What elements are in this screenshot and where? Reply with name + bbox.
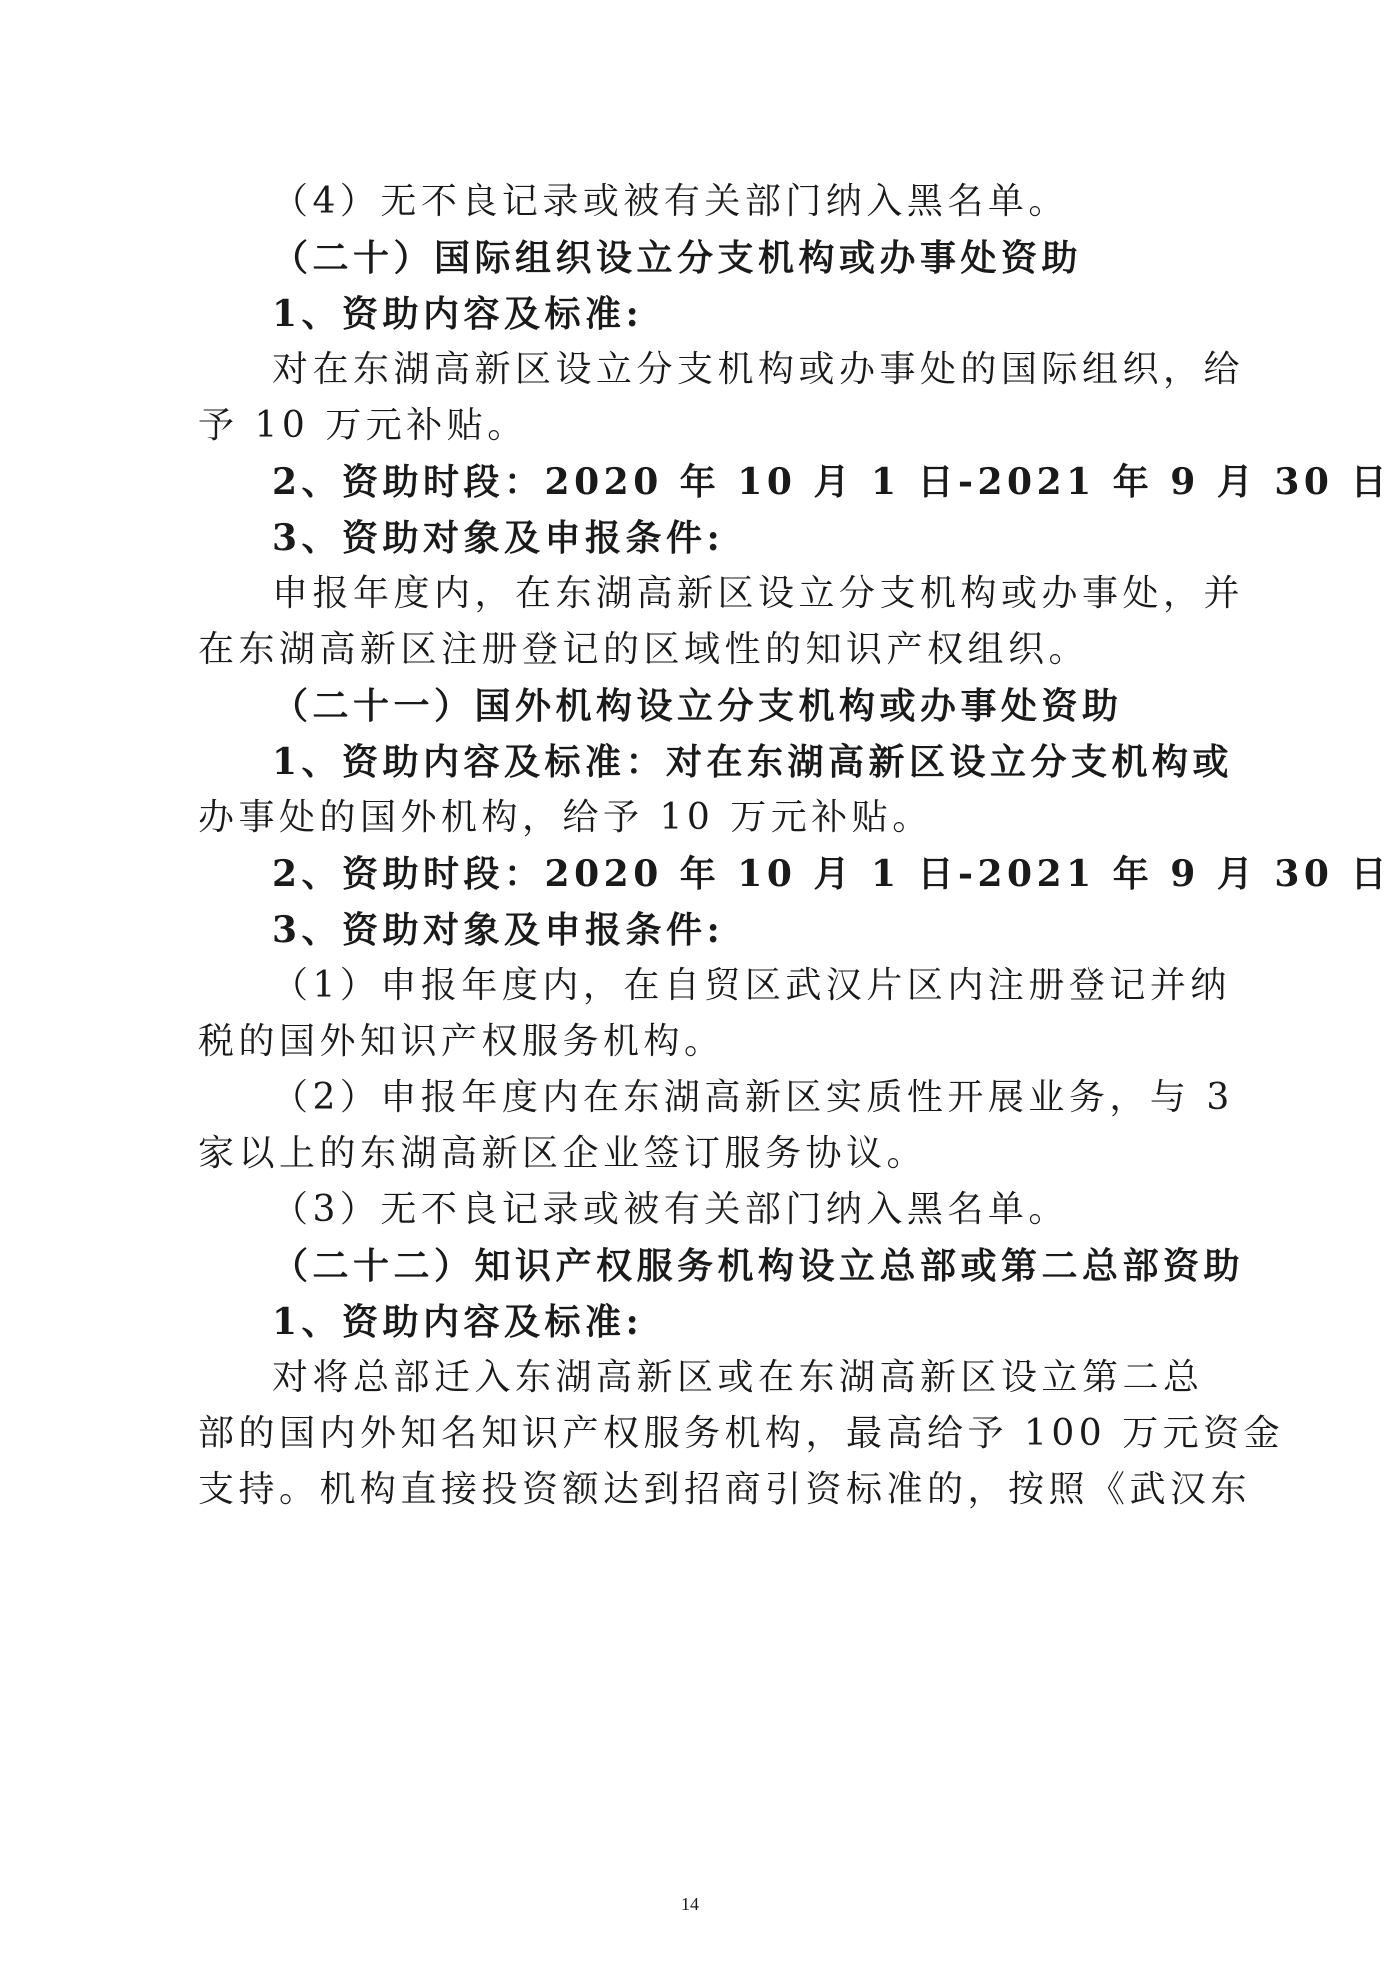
paragraph-line: （2）申报年度内在东湖高新区实质性开展业务，与 3: [272, 1077, 1234, 1118]
paragraph-line: 对将总部迁入东湖高新区或在东湖高新区设立第二总: [272, 1357, 1204, 1398]
paragraph-line: 办事处的国外机构，给予 10 万元补贴。: [198, 797, 933, 838]
paragraph-line: 对在东湖高新区设立分支机构或办事处的国际组织，给: [272, 349, 1245, 390]
section-heading: （二十）国际组织设立分支机构或办事处资助: [272, 237, 1083, 279]
page-number: 14: [681, 1894, 699, 1914]
paragraph-line: 部的国内外知名知识产权服务机构，最高给予 100 万元资金: [198, 1413, 1285, 1454]
paragraph-line: 税的国外知识产权服务机构。: [198, 1021, 725, 1062]
subsection-heading: 1、资助内容及标准:: [272, 293, 644, 335]
section-heading: （二十二）知识产权服务机构设立总部或第二总部资助: [272, 1245, 1245, 1287]
subsection-heading: 1、资助内容及标准：对在东湖高新区设立分支机构或: [272, 741, 1234, 783]
subsection-heading: 1、资助内容及标准:: [272, 1301, 644, 1343]
section-heading: （二十一）国外机构设立分支机构或办事处资助: [272, 685, 1123, 727]
paragraph-line: 予 10 万元补贴。: [198, 405, 528, 446]
subsection-heading: 3、资助对象及申报条件:: [272, 909, 725, 951]
paragraph-line: （4）无不良记录或被有关部门纳入黑名单。: [272, 181, 1069, 222]
paragraph-line: 在东湖高新区注册登记的区域性的知识产权组织。: [198, 629, 1090, 670]
subsection-heading: 3、资助对象及申报条件:: [272, 517, 725, 559]
paragraph-line: 家以上的东湖高新区企业签订服务协议。: [198, 1133, 928, 1174]
subsection-heading: 2、资助时段：2020 年 10 月 1 日-2021 年 9 月 30 日: [272, 461, 1391, 503]
paragraph-line: （3）无不良记录或被有关部门纳入黑名单。: [272, 1189, 1069, 1230]
paragraph-line: （1）申报年度内，在自贸区武汉片区内注册登记并纳: [272, 965, 1231, 1006]
paragraph-line: 申报年度内，在东湖高新区设立分支机构或办事处，并: [272, 573, 1245, 614]
paragraph-line: 支持。机构直接投资额达到招商引资标准的，按照《武汉东: [198, 1469, 1252, 1510]
subsection-heading: 2、资助时段：2020 年 10 月 1 日-2021 年 9 月 30 日: [272, 853, 1391, 895]
